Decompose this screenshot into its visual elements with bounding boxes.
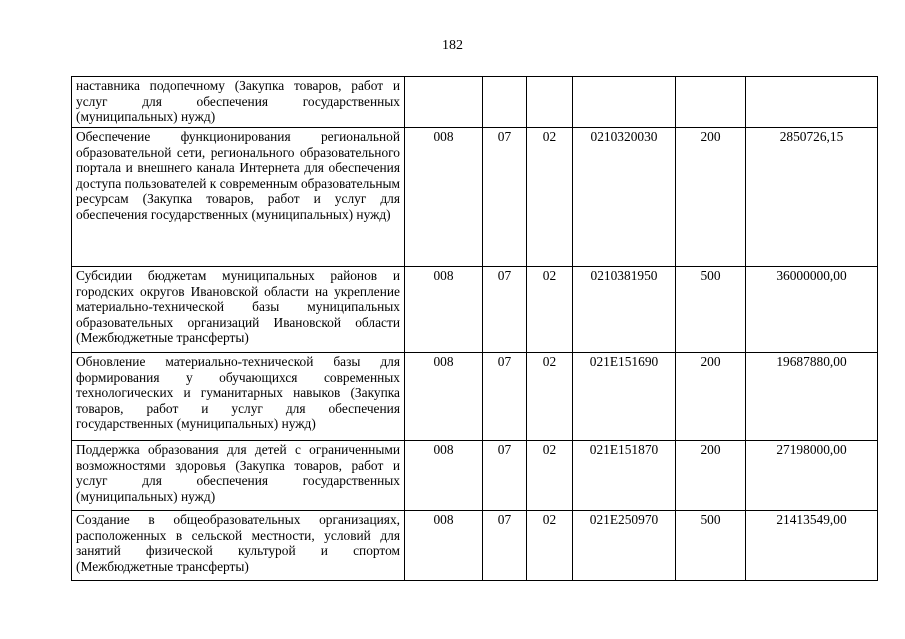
row-section-code: 07 xyxy=(483,511,527,581)
page-number: 182 xyxy=(442,38,463,53)
row-sum: 2850726,15 xyxy=(746,128,878,267)
row-department-code: 008 xyxy=(405,441,483,511)
table-row xyxy=(72,77,878,128)
row-department-code xyxy=(405,77,483,128)
row-sum: 27198000,00 xyxy=(746,441,878,511)
row-section-code: 07 xyxy=(483,128,527,267)
row-expense-type-code: 500 xyxy=(676,511,746,581)
row-target-article-code xyxy=(573,77,676,128)
row-expense-type-code: 200 xyxy=(676,353,746,441)
row-section-code: 07 xyxy=(483,267,527,353)
row-subsection-code: 02 xyxy=(527,511,573,581)
row-department-code: 008 xyxy=(405,353,483,441)
row-subsection-code: 02 xyxy=(527,441,573,511)
row-expense-type-code: 200 xyxy=(676,441,746,511)
table-row xyxy=(72,267,878,353)
row-sum: 36000000,00 xyxy=(746,267,878,353)
row-target-article-code: 0210320030 xyxy=(573,128,676,267)
row-subsection-code: 02 xyxy=(527,353,573,441)
row-target-article-code: 021E151690 xyxy=(573,353,676,441)
table-row xyxy=(72,441,878,511)
row-sum: 19687880,00 xyxy=(746,353,878,441)
row-description: Обновление материально-технической базы для формирования у обучающихся современных технологических и гуманитарных навыков (Закупка товаров, работ и услуг для обеспечения государственных (муниципальных) нужд) xyxy=(72,353,405,441)
row-subsection-code xyxy=(527,77,573,128)
row-description: наставника подопечному (Закупка товаров, работ и услуг для обеспечения государственных (муниципальных) нужд) xyxy=(72,77,405,128)
row-department-code: 008 xyxy=(405,267,483,353)
table-row xyxy=(72,353,878,441)
row-target-article-code: 0210381950 xyxy=(573,267,676,353)
row-expense-type-code: 200 xyxy=(676,128,746,267)
row-sum xyxy=(746,77,878,128)
row-description: Обеспечение функционирования региональной образовательной сети, регионального образовательного портала и внешнего канала Интернета для обеспечения доступа пользователей к современным образовательным ресурсам (Закупка товаров, работ и услуг для обеспечения государственных (муниципальных) нужд) xyxy=(72,128,405,267)
row-subsection-code: 02 xyxy=(527,128,573,267)
row-sum: 21413549,00 xyxy=(746,511,878,581)
row-section-code: 07 xyxy=(483,441,527,511)
table-row xyxy=(72,128,878,267)
row-subsection-code: 02 xyxy=(527,267,573,353)
row-section-code: 07 xyxy=(483,353,527,441)
table-row xyxy=(72,511,878,581)
row-expense-type-code xyxy=(676,77,746,128)
row-description: Субсидии бюджетам муниципальных районов и городских округов Ивановской области на укрепление материально-технической базы муниципальных образовательных организаций Ивановской области (Межбюджетные трансферты) xyxy=(72,267,405,353)
row-section-code xyxy=(483,77,527,128)
row-description: Поддержка образования для детей с ограниченными возможностями здоровья (Закупка товаров, работ и услуг для обеспечения государственных (муниципальных) нужд) xyxy=(72,441,405,511)
row-target-article-code: 021E151870 xyxy=(573,441,676,511)
budget-table xyxy=(71,76,878,581)
row-department-code: 008 xyxy=(405,128,483,267)
row-department-code: 008 xyxy=(405,511,483,581)
row-expense-type-code: 500 xyxy=(676,267,746,353)
row-target-article-code: 021E250970 xyxy=(573,511,676,581)
row-description: Создание в общеобразовательных организациях, расположенных в сельской местности, условий для занятий физической культурой и спортом (Межбюджетные трансферты) xyxy=(72,511,405,581)
